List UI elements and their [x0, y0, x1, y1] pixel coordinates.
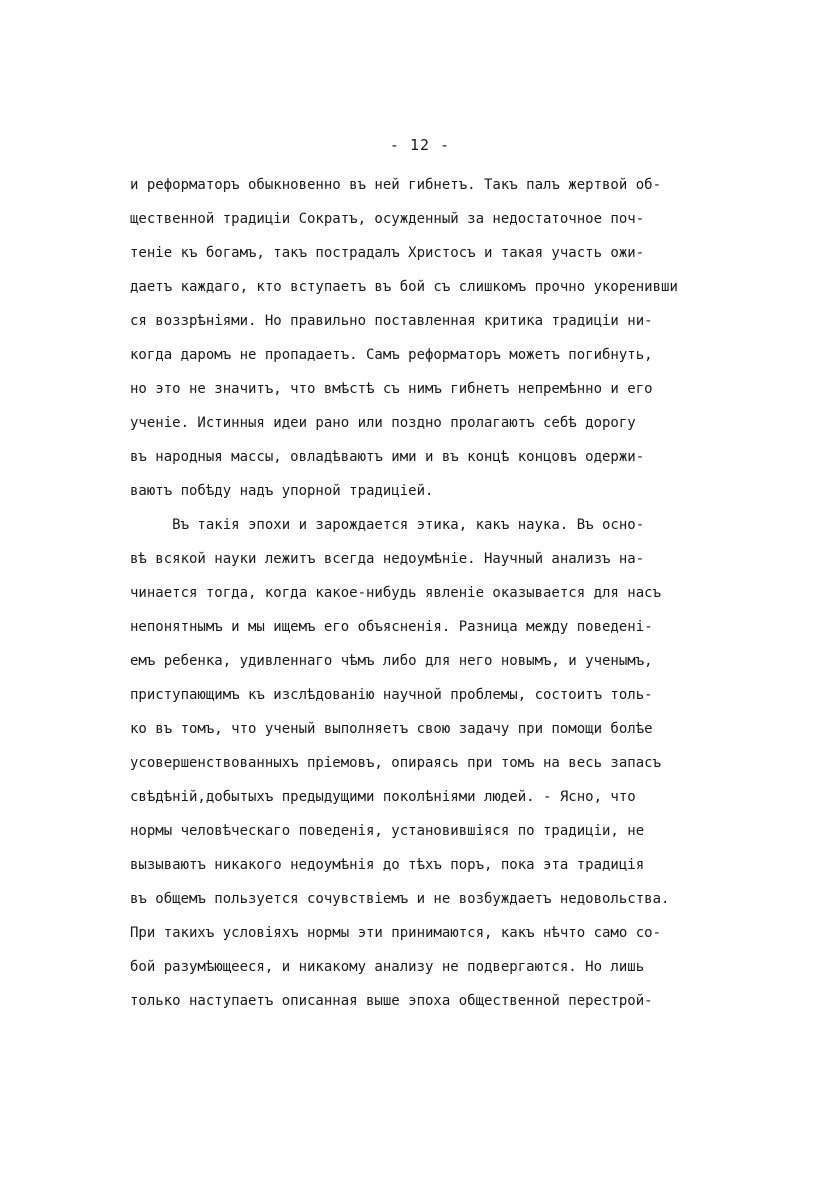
text-line: ся воззрѣнiями. Но правильно поставленная критика традицiи ни-	[130, 313, 653, 329]
text-line: чинается тогда, когда какое-нибудь явленiе оказывается для насъ	[130, 585, 662, 601]
text-line: непонятнымъ и мы ищемъ его объясненiя. Разница между поведенi-	[130, 619, 653, 635]
text-line: свѣдѣнiй,добытыхъ предыдущими поколѣнiями людей. - Ясно, что	[130, 789, 636, 805]
page-number: - 12 -	[389, 136, 451, 154]
text-line: приступающимъ къ изслѣдованiю научной проблемы, состоитъ толь-	[130, 687, 653, 703]
text-line: бой разумѣющееся, и никакому анализу не подвергаются. Но лишь	[130, 959, 645, 975]
text-line: щественной традицiи Сократъ, осужденный за недостаточное поч-	[130, 211, 645, 227]
text-line: но это не значитъ, что вмѣстѣ съ нимъ гибнетъ непремѣнно и его	[130, 381, 653, 397]
paragraph-2	[130, 508, 730, 1018]
text-line: вызываютъ никакого недоумѣнiя до тѣхъ поръ, пока эта традицiя	[130, 857, 645, 873]
text-line: усовершенствованныхъ прiемовъ, опираясь при томъ на весь запасъ	[130, 755, 662, 771]
text-line: когда даромъ не пропадаетъ. Самъ реформаторъ можетъ погибнуть,	[130, 347, 653, 363]
text-line: ученiе. Истинныя идеи рано или поздно пролагаютъ себѣ дорогу	[130, 415, 636, 431]
paragraph-1	[130, 168, 730, 508]
text-line: ко въ томъ, что ученый выполняетъ свою задачу при помощи болѣе	[130, 721, 653, 737]
body-text	[130, 168, 730, 1018]
text-line: въ народныя массы, овладѣваютъ ими и въ концѣ концовъ одержи-	[130, 449, 645, 465]
text-line: только наступаетъ описанная выше эпоха общественной перестрой-	[130, 993, 653, 1009]
text-line: и реформаторъ обыкновенно въ ней гибнетъ. Такъ палъ жертвой об-	[130, 177, 662, 193]
text-line: даетъ каждаго, кто вступаетъ въ бой съ слишкомъ прочно укоренивши	[130, 279, 678, 295]
text-line: ваютъ побѣду надъ упорной традицiей.	[130, 483, 434, 499]
text-line: тенiе къ богамъ, такъ пострадалъ Христосъ и такая участь ожи-	[130, 245, 645, 261]
text-line: емъ ребенка, удивленнаго чѣмъ либо для него новымъ, и ученымъ,	[130, 653, 653, 669]
text-line: Въ такiя эпохи и зарождается этика, какъ наука. Въ осно-	[130, 517, 645, 533]
text-line: нормы человѣческаго поведенiя, установившiяся по традицiи, не	[130, 823, 645, 839]
text-line: вѣ всякой науки лежитъ всегда недоумѣнiе. Научный анализъ на-	[130, 551, 645, 567]
text-line: При такихъ условiяхъ нормы эти принимаются, какъ нѣчто само со-	[130, 925, 662, 941]
text-line: въ общемъ пользуется сочувствiемъ и не возбуждаетъ недовольства.	[130, 891, 670, 907]
